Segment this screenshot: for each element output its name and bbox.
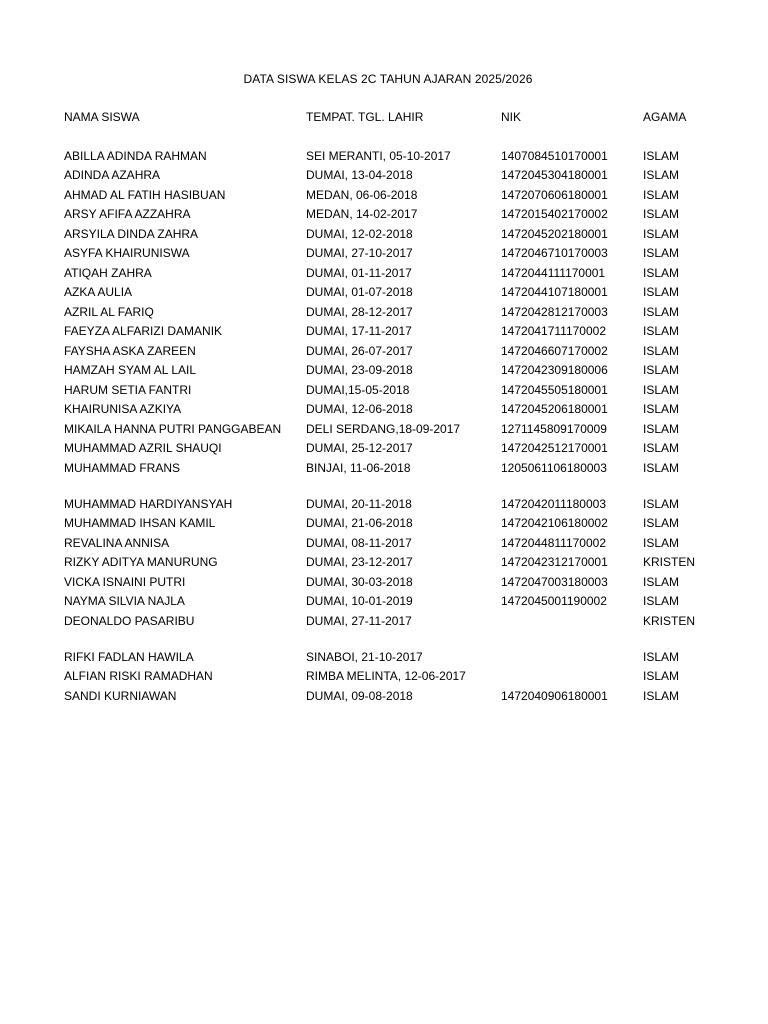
student-name: AZRIL AL FARIQ xyxy=(64,304,154,319)
religion: ISLAM xyxy=(643,285,680,299)
student-name: ABILLA ADINDA RAHMAN xyxy=(64,148,207,163)
student-name: AZKA AULIA xyxy=(64,285,133,299)
table-row xyxy=(0,553,768,573)
student-name: RIZKY ADITYA MANURUNG xyxy=(64,555,218,569)
table-row xyxy=(0,205,768,225)
table-header-row xyxy=(0,108,768,128)
religion: ISLAM xyxy=(643,246,680,260)
nik-number: 1472040906180001 xyxy=(501,688,608,703)
nik-number: 1472046710170003 xyxy=(501,246,608,260)
nik-number: 1472044111170001 xyxy=(501,265,606,280)
student-name: MUHAMMAD HARDIYANSYAH xyxy=(64,496,233,511)
nik-number: 1472015402170002 xyxy=(501,207,608,221)
table-row xyxy=(0,534,768,554)
religion: ISLAM xyxy=(643,382,680,397)
religion: ISLAM xyxy=(643,594,680,608)
religion: ISLAM xyxy=(643,669,680,683)
table-row xyxy=(0,147,768,167)
nik-number: 1472042312170001 xyxy=(501,555,608,569)
birth-place-date: DUMAI, 08-11-2017 xyxy=(306,535,412,550)
student-name: KHAIRUNISA AZKIYA xyxy=(64,402,182,416)
header-birth: TEMPAT. TGL. LAHIR xyxy=(306,109,424,124)
birth-place-date: DUMAI, 12-06-2018 xyxy=(306,402,413,416)
birth-place-date: DUMAI, 27-11-2017 xyxy=(306,613,412,628)
religion: ISLAM xyxy=(643,304,680,319)
religion: ISLAM xyxy=(643,168,680,182)
religion: ISLAM xyxy=(643,688,680,703)
religion: ISLAM xyxy=(643,207,680,221)
religion: ISLAM xyxy=(643,460,680,475)
religion: ISLAM xyxy=(643,441,680,455)
religion: ISLAM xyxy=(643,343,680,358)
birth-place-date: SINABOI, 21-10-2017 xyxy=(306,649,423,664)
table-row xyxy=(0,186,768,206)
nik-number: 1472046607170002 xyxy=(501,343,608,358)
nik-number: 1271145809170009 xyxy=(501,421,607,436)
header-name: NAMA SISWA xyxy=(64,109,140,124)
student-name: FAEYZA ALFARIZI DAMANIK xyxy=(64,324,223,338)
header-religion: AGAMA xyxy=(643,109,687,124)
table-row xyxy=(0,322,768,342)
nik-number: 1472045505180001 xyxy=(501,382,608,397)
student-name: ARSY AFIFA AZZAHRA xyxy=(64,207,191,221)
religion: ISLAM xyxy=(643,421,680,436)
table-row xyxy=(0,264,768,284)
birth-place-date: RIMBA MELINTA, 12-06-2017 xyxy=(306,669,466,683)
birth-place-date: DELI SERDANG,18-09-2017 xyxy=(306,421,461,436)
nik-number: 1205061106180003 xyxy=(501,460,607,475)
table-row xyxy=(0,303,768,323)
birth-place-date: DUMAI, 30-03-2018 xyxy=(306,574,413,589)
nik-number: 1472042512170001 xyxy=(501,441,608,455)
nik-number: 1472041711170002 xyxy=(501,324,606,338)
birth-place-date: DUMAI, 17-11-2017 xyxy=(306,324,412,338)
document-title: DATA SISWA KELAS 2C TAHUN AJARAN 2025/2026 xyxy=(243,72,533,86)
table-row xyxy=(0,439,768,459)
religion: ISLAM xyxy=(643,363,680,377)
student-name: ATIQAH ZAHRA xyxy=(64,265,152,280)
religion: KRISTEN xyxy=(643,613,696,628)
student-name: FAYSHA ASKA ZAREEN xyxy=(64,343,196,358)
birth-place-date: DUMAI, 10-01-2019 xyxy=(306,594,413,608)
birth-place-date: DUMAI, 20-11-2018 xyxy=(306,496,412,511)
table-row xyxy=(0,592,768,612)
nik-number: 1472044811170002 xyxy=(501,535,606,550)
birth-place-date: DUMAI, 26-07-2017 xyxy=(306,343,413,358)
student-name: NAYMA SILVIA NAJLA xyxy=(64,594,185,608)
religion: ISLAM xyxy=(643,148,680,163)
table-row xyxy=(0,648,768,668)
student-name: MUHAMMAD IHSAN KAMIL xyxy=(64,516,216,530)
student-name: REVALINA ANNISA xyxy=(64,535,170,550)
table-row xyxy=(0,342,768,362)
student-name: ARSYILA DINDA ZAHRA xyxy=(64,226,199,241)
birth-place-date: MEDAN, 14-02-2017 xyxy=(306,207,418,221)
table-row xyxy=(0,381,768,401)
student-name: HAMZAH SYAM AL LAIL xyxy=(64,363,197,377)
nik-number: 1472042106180002 xyxy=(501,516,608,530)
religion: ISLAM xyxy=(643,265,680,280)
birth-place-date: DUMAI, 21-06-2018 xyxy=(306,516,413,530)
student-name: MUHAMMAD AZRIL SHAUQI xyxy=(64,441,222,455)
nik-number: 1472045202180001 xyxy=(501,226,608,241)
student-name: AHMAD AL FATIH HASIBUAN xyxy=(64,187,226,202)
nik-number: 1472047003180003 xyxy=(501,574,608,589)
nik-number: 1472070606180001 xyxy=(501,187,608,202)
birth-place-date: DUMAI, 23-12-2017 xyxy=(306,555,413,569)
student-name: SANDI KURNIAWAN xyxy=(64,688,177,703)
birth-place-date: SEI MERANTI, 05-10-2017 xyxy=(306,148,451,163)
table-row xyxy=(0,166,768,186)
birth-place-date: DUMAI, 23-09-2018 xyxy=(306,363,413,377)
table-row xyxy=(0,667,768,687)
student-name: DEONALDO PASARIBU xyxy=(64,613,195,628)
birth-place-date: BINJAI, 11-06-2018 xyxy=(306,460,411,475)
student-name: MUHAMMAD FRANS xyxy=(64,460,180,475)
student-name: RIFKI FADLAN HAWILA xyxy=(64,649,194,664)
nik-number: 1472042309180006 xyxy=(501,363,608,377)
nik-number: 1407084510170001 xyxy=(501,148,608,163)
birth-place-date: DUMAI, 01-11-2017 xyxy=(306,265,412,280)
nik-number: 1472045001190002 xyxy=(501,594,607,608)
table-row xyxy=(0,361,768,381)
birth-place-date: DUMAI, 13-04-2018 xyxy=(306,168,413,182)
table-row xyxy=(0,687,768,707)
birth-place-date: DUMAI,15-05-2018 xyxy=(306,382,410,397)
religion: ISLAM xyxy=(643,402,680,416)
nik-number: 1472042812170003 xyxy=(501,304,608,319)
table-row xyxy=(0,400,768,420)
nik-number: 1472044107180001 xyxy=(501,285,608,299)
nik-number: 1472045206180001 xyxy=(501,402,608,416)
table-row xyxy=(0,573,768,593)
student-name: ADINDA AZAHRA xyxy=(64,168,161,182)
birth-place-date: DUMAI, 12-02-2018 xyxy=(306,226,413,241)
table-row xyxy=(0,244,768,264)
birth-place-date: DUMAI, 01-07-2018 xyxy=(306,285,413,299)
religion: ISLAM xyxy=(643,324,680,338)
header-nik: NIK xyxy=(501,109,522,124)
table-row xyxy=(0,459,768,479)
religion: ISLAM xyxy=(643,516,680,530)
birth-place-date: DUMAI, 28-12-2017 xyxy=(306,304,413,319)
table-row xyxy=(0,283,768,303)
religion: KRISTEN xyxy=(643,555,696,569)
religion: ISLAM xyxy=(643,535,680,550)
student-name: ASYFA KHAIRUNISWA xyxy=(64,246,190,260)
table-row xyxy=(0,420,768,440)
student-name: MIKAILA HANNA PUTRI PANGGABEAN xyxy=(64,421,282,436)
student-name: VICKA ISNAINI PUTRI xyxy=(64,574,186,589)
birth-place-date: DUMAI, 25-12-2017 xyxy=(306,441,413,455)
student-name: ALFIAN RISKI RAMADHAN xyxy=(64,669,213,683)
nik-number: 1472042011180003 xyxy=(501,496,606,511)
table-row xyxy=(0,612,768,632)
religion: ISLAM xyxy=(643,496,680,511)
birth-place-date: MEDAN, 06-06-2018 xyxy=(306,187,418,202)
table-row xyxy=(0,225,768,245)
table-row xyxy=(0,514,768,534)
birth-place-date: DUMAI, 09-08-2018 xyxy=(306,688,413,703)
table-row xyxy=(0,495,768,515)
religion: ISLAM xyxy=(643,226,680,241)
student-name: HARUM SETIA FANTRI xyxy=(64,382,192,397)
nik-number: 1472045304180001 xyxy=(501,168,608,182)
religion: ISLAM xyxy=(643,574,680,589)
birth-place-date: DUMAI, 27-10-2017 xyxy=(306,246,413,260)
religion: ISLAM xyxy=(643,187,680,202)
religion: ISLAM xyxy=(643,649,680,664)
